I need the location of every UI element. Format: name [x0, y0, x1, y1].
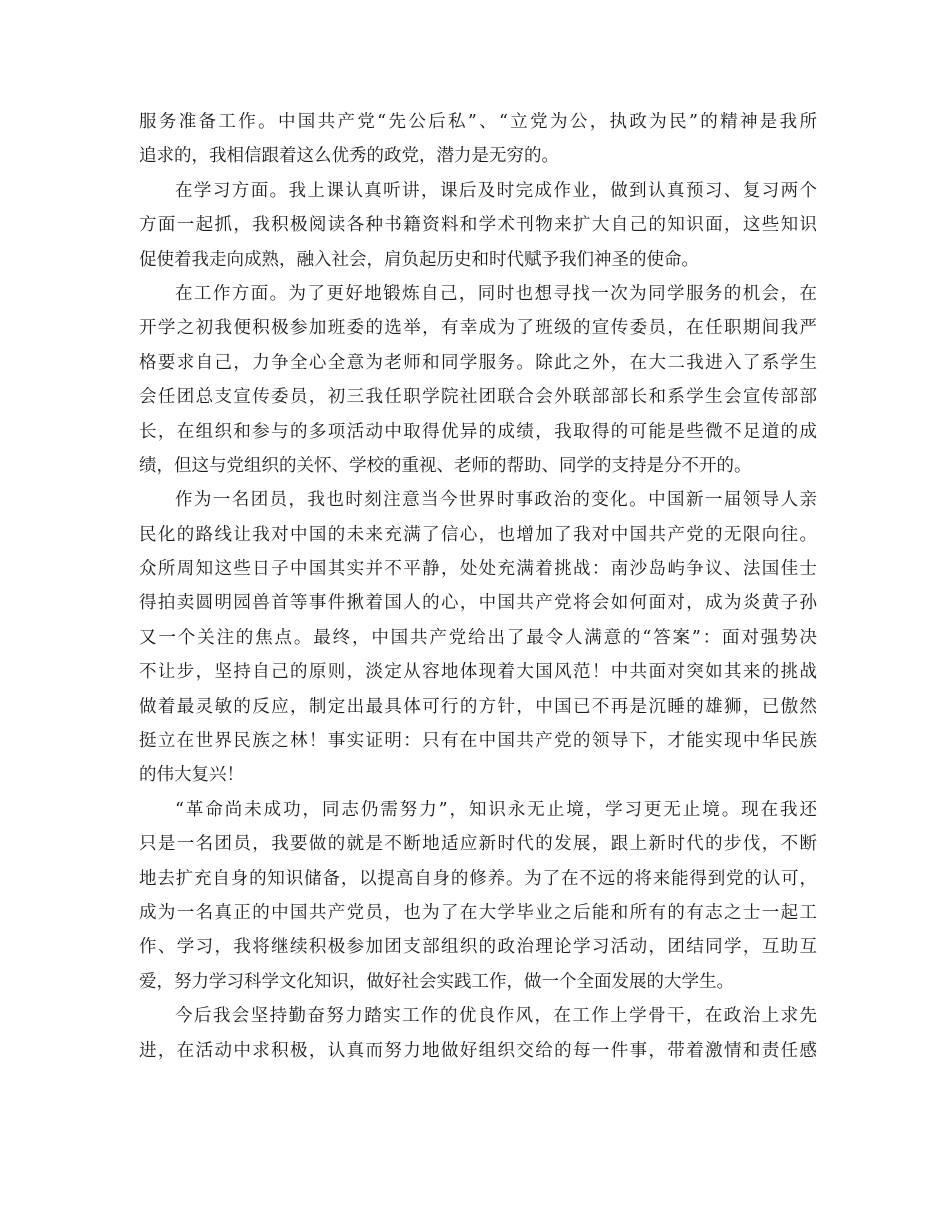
paragraph-4	[139, 483, 817, 793]
text-line: 众所周知这些日子中国其实并不平静，处处充满着挑战：南沙岛屿争议、法国佳士	[139, 559, 817, 580]
paragraph-5	[139, 793, 817, 999]
text-line: 只是一名团员，我要做的就是不断地适应新时代的发展，跟上新时代的步伐，不断	[139, 834, 817, 855]
text-line: 地去扩充自身的知识储备，以提高自身的修养。为了在不远的将来能得到党的认可，	[139, 868, 817, 889]
paragraph-6	[139, 999, 817, 1068]
paragraph-3	[139, 277, 817, 483]
text-line: 进，在活动中求积极，认真而努力地做好组织交给的每一件事，带着激情和责任感	[139, 1040, 817, 1061]
text-line: 做着最灵敏的反应，制定出最具体可行的方针，中国已不再是沉睡的雄狮，已傲然	[139, 696, 817, 717]
text-line: 服务准备工作。中国共产党“先公后私”、“立党为公，执政为民”的精神是我所	[139, 112, 817, 132]
text-line: 得拍卖圆明园兽首等事件揪着国人的心，中国共产党将会如何面对，成为炎黄子孙	[139, 593, 817, 614]
text-line: 在学习方面。我上课认真听讲，课后及时完成作业，做到认真预习、复习两个	[175, 180, 817, 201]
text-line: 在工作方面。为了更好地锻炼自己，同时也想寻找一次为同学服务的机会，在	[175, 283, 817, 304]
text-line: 今后我会坚持勤奋努力踏实工作的优良作风，在工作上学骨干，在政治上求先	[175, 1006, 817, 1027]
text-line: 长，在组织和参与的多项活动中取得优异的成绩，我取得的可能是些微不足道的成	[139, 421, 817, 442]
text-line: 会任团总支宣传委员，初三我任职学院社团联合会外联部部长和系学生会宣传部部	[139, 387, 817, 408]
text-line: 追求的，我相信跟着这么优秀的政党，潜力是无穷的。	[139, 146, 559, 167]
paragraph-2	[139, 174, 817, 277]
text-line: 促使着我走向成熟，融入社会，肩负起历史和时代赋予我们神圣的使命。	[139, 249, 699, 270]
paragraph-1	[139, 105, 817, 174]
text-line: 开学之初我便积极参加班委的选举，有幸成为了班级的宣传委员，在任职期间我严	[139, 318, 817, 339]
text-line: “革命尚未成功，同志仍需努力”，知识永无止境，学习更无止境。现在我还	[175, 799, 817, 820]
text-line: 作为一名团员，我也时刻注意当今世界时事政治的变化。中国新一届领导人亲	[175, 490, 817, 511]
text-line: 又一个关注的焦点。最终，中国共产党给出了最令人满意的“答案”：面对强势决	[139, 627, 817, 648]
text-line: 绩，但这与党组织的关怀、学校的重视、老师的帮助、同学的支持是分不开的。	[139, 455, 752, 476]
text-line: 不让步，坚持自己的原则，淡定从容地体现着大国风范！中共面对突如其来的挑战	[139, 662, 817, 683]
text-line: 爱，努力学习科学文化知识，做好社会实践工作，做一个全面发展的大学生。	[139, 971, 734, 992]
text-line: 方面一起抓，我积极阅读各种书籍资料和学术刊物来扩大自己的知识面，这些知识	[139, 215, 817, 236]
text-line: 成为一名真正的中国共产党员，也为了在大学毕业之后能和所有的有志之士一起工	[139, 902, 817, 923]
text-line: 格要求自己，力争全心全意为老师和同学服务。除此之外，在大二我进入了系学生	[139, 352, 817, 373]
document-body	[139, 105, 817, 1068]
text-line: 作、学习，我将继续积极参加团支部组织的政治理论学习活动，团结同学，互助互	[139, 937, 817, 958]
text-line: 的伟大复兴！	[139, 765, 244, 786]
text-line: 民化的路线让我对中国的未来充满了信心，也增加了我对中国共产党的无限向往。	[139, 524, 817, 545]
text-line: 挺立在世界民族之林！事实证明：只有在中国共产党的领导下，才能实现中华民族	[139, 731, 817, 752]
